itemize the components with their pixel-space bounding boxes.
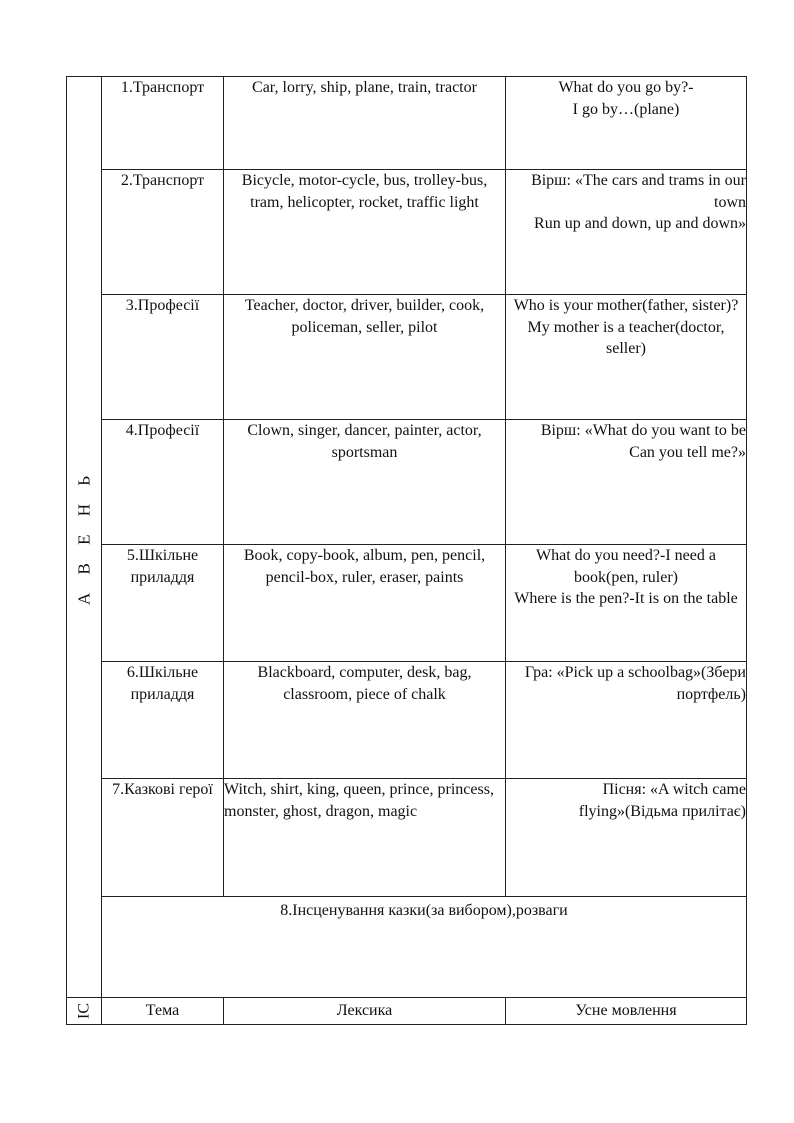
month-cell xyxy=(67,77,102,998)
event-cell: 8.Інсценування казки(за вибором),розваги xyxy=(102,897,747,998)
table-row xyxy=(67,420,747,545)
vocab-cell: Blackboard, computer, desk, bag, classroom, piece of chalk xyxy=(224,662,506,779)
speech-cell xyxy=(506,662,747,779)
table-row xyxy=(67,170,747,295)
speech-cell xyxy=(506,420,747,545)
header-row xyxy=(67,998,747,1025)
footer-month-cell xyxy=(67,998,102,1025)
table-row xyxy=(67,897,747,998)
speech-cell xyxy=(506,779,747,897)
table-row xyxy=(67,779,747,897)
header-topic: Тема xyxy=(102,998,224,1025)
topic-cell: 1.Транспорт xyxy=(102,77,224,170)
table-row xyxy=(67,662,747,779)
header-vocab: Лексика xyxy=(224,998,506,1025)
lesson-plan-table xyxy=(66,76,747,1025)
topic-cell: 4.Професії xyxy=(102,420,224,545)
speech-line: What do you need?-I need a book(pen, ruler) xyxy=(536,547,716,586)
speech-cell xyxy=(506,545,747,662)
vocab-cell: Bicycle, motor-cycle, bus, trolley-bus, tram, helicopter, rocket, traffic light xyxy=(224,170,506,295)
vocab-cell: Clown, singer, dancer, painter, actor, sportsman xyxy=(224,420,506,545)
speech-line: Пісня: «A witch came flying»(Відьма прилітає) xyxy=(578,781,746,820)
vocab-cell: Car, lorry, ship, plane, train, tractor xyxy=(224,77,506,170)
vocab-cell: Teacher, doctor, driver, builder, cook, policeman, seller, pilot xyxy=(224,295,506,420)
vocab-cell: Book, copy-book, album, pen, pencil, pencil-box, ruler, eraser, paints xyxy=(224,545,506,662)
footer-month-label: ІС xyxy=(75,1003,93,1019)
month-label: А В Е Н Ь xyxy=(74,468,94,606)
table-row xyxy=(67,295,747,420)
header-speech: Усне мовлення xyxy=(506,998,747,1025)
speech-line: Вірш: «The cars and trams in our town xyxy=(531,172,746,211)
speech-line: Who is your mother(father, sister)? xyxy=(513,297,739,314)
speech-line: I go by…(plane) xyxy=(572,100,680,118)
table-row xyxy=(67,77,747,170)
speech-line: Can you tell me?» xyxy=(629,443,746,461)
topic-cell: 2.Транспорт xyxy=(102,170,224,295)
speech-line: Run up and down, up and down» xyxy=(534,215,746,232)
speech-cell xyxy=(506,170,747,295)
speech-line: What do you go by?- xyxy=(558,79,694,96)
speech-line: Where is the pen?-It is on the table xyxy=(514,590,738,607)
speech-line: My mother is a teacher(doctor, seller) xyxy=(527,318,725,357)
topic-cell: 7.Казкові герої xyxy=(102,779,224,897)
vocab-cell: Witch, shirt, king, queen, prince, princess, monster, ghost, dragon, magic xyxy=(224,779,506,897)
speech-cell xyxy=(506,77,747,170)
topic-cell: 6.Шкільне приладдя xyxy=(102,662,224,779)
speech-line: Вірш: «What do you want to be xyxy=(540,422,746,439)
topic-cell: 5.Шкільне приладдя xyxy=(102,545,224,662)
topic-cell: 3.Професії xyxy=(102,295,224,420)
speech-line: Гра: «Pick up a schoolbag»(Збери портфель) xyxy=(524,664,746,703)
speech-cell xyxy=(506,295,747,420)
table-row xyxy=(67,545,747,662)
